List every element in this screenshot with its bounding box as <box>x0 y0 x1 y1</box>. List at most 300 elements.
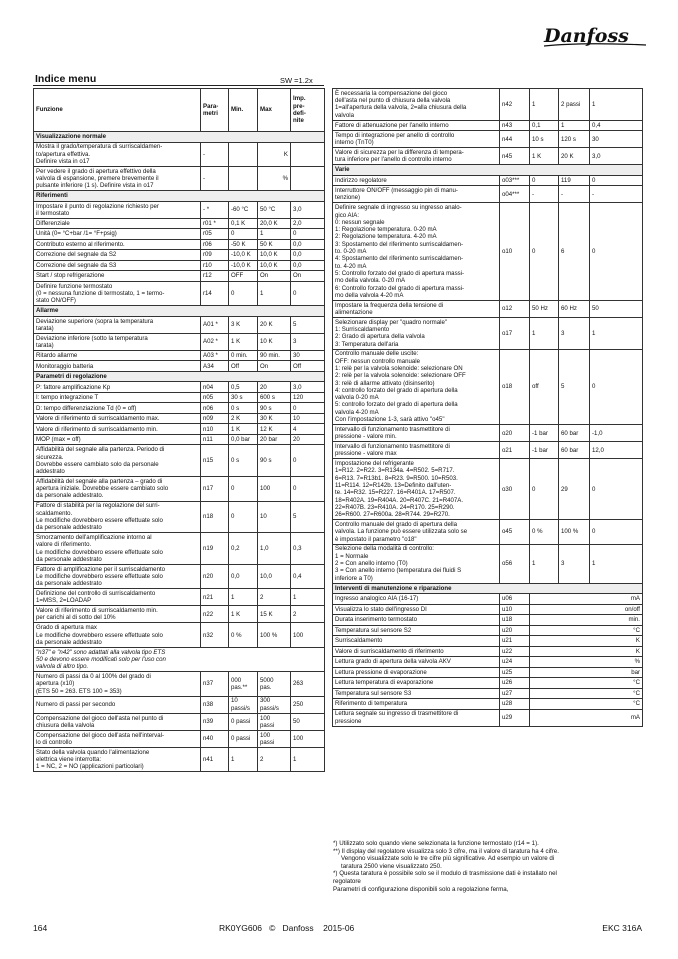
param-default: 100 <box>291 730 325 747</box>
param-default: 0 <box>291 477 325 501</box>
param-description: P: fattore amplificazione Kp <box>34 382 201 393</box>
readout-row <box>333 657 643 668</box>
param-code: n39 <box>201 713 229 730</box>
param-default: 20 <box>291 434 325 445</box>
table-note: "n37" e "n42" sono adattati alla valvola tipo ETS 50 e devono essere modificati solo per l'uso con valvola di altro tipo. <box>34 647 325 671</box>
param-default: 120 <box>291 392 325 403</box>
param-description: Differenziale <box>34 218 201 229</box>
param-description: Intervallo di funzionamento trasmettitore di pressione - valore min. <box>333 425 500 442</box>
param-description: Impostare la frequenza della tensione di alimentazione <box>333 300 500 317</box>
param-max: 30 K <box>258 413 291 424</box>
param-max: 20 bar <box>258 434 291 445</box>
param-description: Compensazione del gioco dell'asta nell'interval- lo di controllo <box>34 730 201 747</box>
param-max: 3 <box>559 544 590 583</box>
param-default: 0 <box>291 445 325 477</box>
col-header-default: Imp. pre- defi- nite <box>291 89 325 132</box>
param-description: Fattore di amplificazione per il surriscaldamento Le modifiche dovrebbero essere effettuate solo da personale addestrato <box>34 564 201 588</box>
param-max: 60 Hz <box>559 300 590 317</box>
param-description: Monitoraggio batteria <box>34 361 201 372</box>
table-row <box>34 413 325 424</box>
readout-code: u18 <box>500 615 530 626</box>
param-min: -60 °C <box>229 201 258 218</box>
table-row <box>333 459 643 520</box>
table-row <box>333 442 643 459</box>
param-description: Impostazione del refrigerante 1=R12. 2=R22. 3=R134a. 4=R502. 5=R717. 6=R13. 7=R13b1. 8=R23. 9=R500. 10=R503. 11=R114. 12=R142b. 13=Definito dall'uten- te. 14=R32. 15=R227. 16=R401A. 17=R507. 18=R402A. 19=R404A. 20=R407C. 21=R407A. 22=R407B. 23=R410A. 24=R170. 25=R290. 26=R600. 27=R600a. 28=R744. 29=R270. <box>333 459 500 520</box>
param-max: 100 % <box>258 623 291 647</box>
param-max: 100 % <box>559 520 590 544</box>
param-min: -1 bar <box>530 442 559 459</box>
table-row <box>34 239 325 250</box>
param-default: 0,4 <box>291 564 325 588</box>
param-code: o20 <box>500 425 530 442</box>
param-description: Grado di apertura max Le modifiche dovrebbero essere effettuate solo da personale addestrato <box>34 623 201 647</box>
param-description: Definire segnale di ingresso su ingresso analo- gico AIA: 0: nessun segnale 1: Regolazione temperatura. 0-20 mA 2: Regolazione temperatura. 4-20 mA 3: Spostamento del riferimento surriscaldamen- to. 0-20 mA 4: Spostamento del riferimento surriscaldamen- to. 4-20 mA 5: Controllo forzato del grado di apertura massi- mo della valvola. 0-20 mA 6: Controllo forzato del grado di apertura massi- mo della valvola 4-20 mA <box>333 203 500 300</box>
param-min: 0 s <box>229 403 258 414</box>
readout-row <box>333 636 643 647</box>
param-description: Valore di sicurezza per la differenza di tempera- tura inferiore per l'anello di controllo interno <box>333 148 500 165</box>
param-max: 10,0 <box>258 564 291 588</box>
param-max: 5 <box>559 349 590 425</box>
readout-description: Durata inserimento termostato <box>333 615 500 626</box>
param-default: 0 <box>590 349 643 425</box>
param-min: 0 <box>530 175 559 186</box>
param-default: 3,0 <box>291 201 325 218</box>
footnote-line: taratura 2500 viene visualizzato 250. <box>341 862 442 870</box>
param-code: n21 <box>201 589 229 606</box>
param-default: 30 <box>291 350 325 361</box>
param-description: Correzione del segnale da S3 <box>34 260 201 271</box>
readout-code: u24 <box>500 657 530 668</box>
table-row <box>34 260 325 271</box>
param-code: n37 <box>201 672 229 696</box>
param-code: o12 <box>500 300 530 317</box>
param-code: n04 <box>201 382 229 393</box>
param-default: 50 <box>291 713 325 730</box>
section-heading: Allarme <box>34 306 325 317</box>
param-code: A03 * <box>201 350 229 361</box>
doc-date: 2015-06 <box>323 923 355 933</box>
readout-row <box>333 667 643 678</box>
param-min: -50 K <box>229 239 258 250</box>
param-default: 0 <box>590 459 643 520</box>
param-code: n11 <box>201 434 229 445</box>
footnote-line: Vengono visualizzate solo le tre cifre più significative. Ad esempio un valore di <box>341 855 555 863</box>
param-description: Intervallo di funzionamento trasmettitore di pressione - valore max <box>333 442 500 459</box>
param-default: 50 <box>590 300 643 317</box>
param-max: 15 K <box>258 606 291 623</box>
param-description: Valore di riferimento di surriscaldamento min. per carichi al di sotto del 10% <box>34 606 201 623</box>
param-default: 30 <box>590 131 643 148</box>
param-default: 0 <box>590 520 643 544</box>
table-header-row <box>34 89 325 132</box>
param-description: Controllo manuale del grado di apertura della valvola. La funzione può essere utilizzata solo se è impostato il parametro "o18" <box>333 520 500 544</box>
col-header-min: Min. <box>229 89 258 132</box>
param-description: Interruttore ON/OFF (messaggio pin di manu- tenzione) <box>333 186 500 203</box>
table-row <box>333 317 643 349</box>
param-min: 2 K <box>229 413 258 424</box>
param-default: - <box>590 186 643 203</box>
param-max: 2 <box>258 747 291 771</box>
param-min: off <box>530 349 559 425</box>
param-code: o17 <box>500 317 530 349</box>
param-code: r12 <box>201 271 229 282</box>
param-default: Off <box>291 361 325 372</box>
param-description: Definizione del controllo di surriscaldamento 1=MSS, 2=LOADAP <box>34 589 201 606</box>
param-code: n41 <box>201 747 229 771</box>
param-max: 600 s <box>258 392 291 403</box>
param-default: 1 <box>590 544 643 583</box>
table-row <box>34 316 325 333</box>
param-code: n43 <box>500 120 530 131</box>
param-description: Correzione del segnale da S2 <box>34 250 201 261</box>
param-max: 50 K <box>258 239 291 250</box>
table-row <box>34 533 325 565</box>
param-code: n22 <box>201 606 229 623</box>
readout-row <box>333 594 643 605</box>
param-default: 12,0 <box>590 442 643 459</box>
param-min: 0 <box>530 459 559 520</box>
param-description: Selezionare display per "quadro normale" 1: Surriscaldamento 2: Grado di apertura della valvola 3: Temperatura dell'aria <box>333 317 500 349</box>
param-description: Fattore di stabilità per la regolazione del surri- scaldamento. Le modifiche dovrebbero essere effettuate solo da personale addestrato <box>34 501 201 533</box>
param-max: 2 passi <box>559 89 590 121</box>
danfoss-logo <box>542 22 650 50</box>
param-min: 0 % <box>530 520 559 544</box>
param-min: 0,2 <box>229 533 258 565</box>
param-min: 0 min. <box>229 350 258 361</box>
readout-row <box>333 688 643 699</box>
param-max: 20 K <box>258 316 291 333</box>
readout-unit: K <box>530 636 643 647</box>
param-description: Affidabilità del segnale alla partenza. Periodo di sicurezza. Dovrebbe essere cambiato solo da personale addestrato <box>34 445 201 477</box>
param-min: 0 s <box>229 445 258 477</box>
table-row <box>333 89 643 121</box>
table-row <box>34 250 325 261</box>
param-description: Mostra il grado/temperatura di surriscaldamen- to/apertura effettiva. Definire vista in o17 <box>34 142 201 166</box>
param-code: o10 <box>500 203 530 300</box>
param-description: Controllo manuale delle uscite: OFF: nessun controllo manuale 1: relè per la valvola solenoide: selezionare ON 2: relè per la valvola solenoide: selezionare OFF 3: relè di allarme attivato (disinserito) 4: controllo forzato del grado di apertura della valvola 0-20 mA 5: controllo forzato del grado di apertura della valvola 4-20 mA Con l'impostazione 1-3, sarà attivo "o45" <box>333 349 500 425</box>
param-code: n32 <box>201 623 229 647</box>
section-heading: Interventi di manutenzione e riparazione <box>333 583 643 594</box>
footnote-line: regolatore <box>333 877 361 885</box>
footnote-line: *) Utilizzato solo quando viene selezionata la funzione termostato (r14 = 1). <box>333 840 539 847</box>
param-max: 1 <box>258 281 291 305</box>
param-code: n19 <box>201 533 229 565</box>
param-code: A01 * <box>201 316 229 333</box>
copyright-mark: © <box>269 923 276 933</box>
param-default: 3 <box>291 333 325 350</box>
table-row <box>34 564 325 588</box>
param-code: o04*** <box>500 186 530 203</box>
param-description: Fattore di attenuazione per l'anello interno <box>333 120 500 131</box>
readout-code: u20 <box>500 625 530 636</box>
readout-unit: K <box>530 646 643 657</box>
param-code: r14 <box>201 281 229 305</box>
table-row <box>333 120 643 131</box>
param-code: - <box>201 166 229 190</box>
param-max: 100 <box>258 477 291 501</box>
param-description: D: tempo differenziazione Td (0 = off) <box>34 403 201 414</box>
param-max: 100 passi <box>258 730 291 747</box>
param-default <box>291 166 325 190</box>
param-min: 0,1 K <box>229 218 258 229</box>
readout-description: Visualizza lo stato dell'ingresso DI <box>333 604 500 615</box>
param-max: - <box>559 186 590 203</box>
table-row <box>34 350 325 361</box>
brand-logo-text: Danfoss <box>544 25 629 47</box>
param-code: n15 <box>201 445 229 477</box>
parameter-table-left <box>33 88 325 772</box>
section-heading: Visualizzazione normale <box>34 132 325 143</box>
param-max: On <box>258 271 291 282</box>
param-description: Valore di riferimento di surriscaldamento max. <box>34 413 201 424</box>
param-description: Unità (0= °C+bar /1= °F+psig) <box>34 229 201 240</box>
note-row <box>34 647 325 671</box>
param-default: 3,0 <box>291 382 325 393</box>
param-min: 0,0 bar <box>229 434 258 445</box>
table-row <box>34 696 325 713</box>
table-row <box>333 520 643 544</box>
param-max: 20 K <box>559 148 590 165</box>
table-row <box>333 186 643 203</box>
param-min: 0 <box>229 281 258 305</box>
param-max: On <box>258 361 291 372</box>
param-max: 1,0 <box>258 533 291 565</box>
param-max: 5000 pas. <box>258 672 291 696</box>
param-code: n40 <box>201 730 229 747</box>
param-code: A34 <box>201 361 229 372</box>
footnote-line: Parametri di configurazione disponibili solo a regolazione ferma, <box>333 885 509 893</box>
param-default <box>291 142 325 166</box>
table-row <box>34 392 325 403</box>
param-max: 3 <box>559 317 590 349</box>
param-description: Impostare il punto di regolazione richiesto per il termostato <box>34 201 201 218</box>
param-description: Valore di riferimento di surriscaldamento min. <box>34 424 201 435</box>
table-row <box>34 361 325 372</box>
param-min: -1 bar <box>530 425 559 442</box>
table-row <box>333 175 643 186</box>
param-code: o45 <box>500 520 530 544</box>
param-max: 10 <box>258 501 291 533</box>
param-min: 1 K <box>229 606 258 623</box>
param-default: 1 <box>590 317 643 349</box>
table-row <box>34 445 325 477</box>
param-min: 1 <box>530 317 559 349</box>
param-min: 50 Hz <box>530 300 559 317</box>
param-default: 0,4 <box>590 120 643 131</box>
readout-description: Lettura segnale su ingresso di trasmettitore di pressione <box>333 709 500 726</box>
param-default: 0,0 <box>291 239 325 250</box>
col-header-param: Para- metri <box>201 89 229 132</box>
readout-code: u06 <box>500 594 530 605</box>
param-max: 300 passi/s <box>258 696 291 713</box>
software-version: SW =1.2x <box>280 76 313 85</box>
readout-unit: mA <box>530 709 643 726</box>
section-row <box>34 306 325 317</box>
param-code: n06 <box>201 403 229 414</box>
readout-unit: on/off <box>530 604 643 615</box>
param-max: 50 °C <box>258 201 291 218</box>
section-row <box>34 191 325 202</box>
param-max: 119 <box>559 175 590 186</box>
doc-code: RK0YG606 <box>219 923 262 933</box>
param-code: o21 <box>500 442 530 459</box>
section-row <box>34 371 325 382</box>
param-max: 90 s <box>258 403 291 414</box>
param-default: 263 <box>291 672 325 696</box>
readout-code: u10 <box>500 604 530 615</box>
param-default: 5 <box>291 501 325 533</box>
table-row <box>333 349 643 425</box>
col-header-function: Funzione <box>34 89 201 132</box>
param-max: 20,0 K <box>258 218 291 229</box>
param-min: 1 <box>229 747 258 771</box>
table-row <box>34 403 325 414</box>
param-default: 2,0 <box>291 218 325 229</box>
param-default: 5 <box>291 316 325 333</box>
table-row <box>34 730 325 747</box>
readout-row <box>333 625 643 636</box>
readout-row <box>333 646 643 657</box>
param-min: 0 <box>229 229 258 240</box>
table-row <box>333 148 643 165</box>
param-description: Ritardo allarme <box>34 350 201 361</box>
param-description: È necessaria la compensazione del gioco dell'asta nel punto di chiusura della valvola 1=all'apertura della valvola, 2=alla chiusura della valvola <box>333 89 500 121</box>
table-row <box>34 434 325 445</box>
param-max: 10 K <box>258 333 291 350</box>
readout-row <box>333 615 643 626</box>
param-min: 10 s <box>530 131 559 148</box>
param-code: n44 <box>500 131 530 148</box>
param-min: 1 K <box>229 333 258 350</box>
param-description: Deviazione superiore (sopra la temperatura tarata) <box>34 316 201 333</box>
page-title: Indice menu <box>35 73 97 85</box>
param-max: 10,0 K <box>258 260 291 271</box>
readout-description: Ingresso analogico AIA (16-17) <box>333 594 500 605</box>
param-min: 0 <box>229 477 258 501</box>
section-row <box>34 132 325 143</box>
param-min <box>229 142 258 166</box>
parameter-table-right <box>332 88 643 727</box>
param-code: n42 <box>500 89 530 121</box>
param-code: n20 <box>201 564 229 588</box>
param-description: MOP (max = off) <box>34 434 201 445</box>
param-default: 3,0 <box>590 148 643 165</box>
param-description: Per vedere il grado di apertura effettivo della valvola di espansione, premere brevemente il pulsante inferiore (1 s). Definire vista in o17 <box>34 166 201 190</box>
readout-row <box>333 678 643 689</box>
param-description: Stato della valvola quando l'alimentazione elettrica viene interrotta: 1 = NC, 2 = NO (applicazioni particolari) <box>34 747 201 771</box>
table-row <box>333 131 643 148</box>
param-code: n45 <box>500 148 530 165</box>
table-row <box>34 166 325 190</box>
param-min: 1 <box>530 89 559 121</box>
readout-unit: °C <box>530 699 643 710</box>
param-min: 1 K <box>530 148 559 165</box>
param-code: r10 <box>201 260 229 271</box>
param-default: 2 <box>291 606 325 623</box>
param-description: Numero di passi per secondo <box>34 696 201 713</box>
param-default: On <box>291 271 325 282</box>
readout-code: u22 <box>500 646 530 657</box>
readout-description: Valore di surriscaldamento di riferimento <box>333 646 500 657</box>
param-default: 100 <box>291 623 325 647</box>
param-max: 2 <box>258 589 291 606</box>
param-min: OFF <box>229 271 258 282</box>
param-description: Definire funzione termostato (0 = nessuna funzione di termostato, 1 = termo- stato ON/OFF) <box>34 281 201 305</box>
readout-description: Lettura pressione di evaporazione <box>333 667 500 678</box>
table-row <box>34 424 325 435</box>
param-default: 0 <box>590 175 643 186</box>
readout-unit: % <box>530 657 643 668</box>
company-name: Danfoss <box>282 923 314 933</box>
section-heading: Riferimenti <box>34 191 325 202</box>
table-row <box>34 713 325 730</box>
param-description: Affidabilità del segnale alla partenza – grado di apertura iniziale. Dovrebbe essere cambiato solo da personale addestrato. <box>34 477 201 501</box>
param-min: 3 K <box>229 316 258 333</box>
param-code: n09 <box>201 413 229 424</box>
readout-description: Temperatura sul sensore S3 <box>333 688 500 699</box>
param-code: n17 <box>201 477 229 501</box>
param-code: n38 <box>201 696 229 713</box>
param-max: 1 <box>258 229 291 240</box>
readout-description: Lettura grado di apertura della valvola AKV <box>333 657 500 668</box>
param-max: % <box>258 166 291 190</box>
param-default: 4 <box>291 424 325 435</box>
readout-description: Surriscaldamento <box>333 636 500 647</box>
footnote-line: **) Il display del regolatore visualizza solo 3 cifre, ma il valore di taratura ha 4 cifre. <box>333 847 559 855</box>
param-code: r05 <box>201 229 229 240</box>
param-min: 10 passi/s <box>229 696 258 713</box>
section-heading: Varie <box>333 165 643 176</box>
param-default: 0,3 <box>291 533 325 565</box>
param-min: 30 s <box>229 392 258 403</box>
param-default: 1 <box>291 747 325 771</box>
param-max: 1 <box>559 120 590 131</box>
table-row <box>34 382 325 393</box>
param-min <box>229 166 258 190</box>
param-code: o03*** <box>500 175 530 186</box>
table-row <box>333 300 643 317</box>
param-max: 60 bar <box>559 425 590 442</box>
readout-unit: °C <box>530 678 643 689</box>
readout-row <box>333 709 643 726</box>
param-default: 0 <box>590 203 643 300</box>
param-default: 1 <box>590 89 643 121</box>
readout-unit: mA <box>530 594 643 605</box>
table-row <box>34 229 325 240</box>
table-row <box>34 589 325 606</box>
param-min: 1 <box>229 589 258 606</box>
section-row <box>333 165 643 176</box>
param-code: o18 <box>500 349 530 425</box>
table-row <box>333 203 643 300</box>
param-description: Numero di passi da 0 al 100% del grado di apertura (x10) (ETS 50 = 263. ETS 100 = 353) <box>34 672 201 696</box>
param-code: r06 <box>201 239 229 250</box>
readout-unit: °C <box>530 625 643 636</box>
table-row <box>34 623 325 647</box>
param-description: Smorzamento dell'amplificazione intorno al valore di riferimento. Le modifiche dovrebbero essere effettuate solo da personale addestrato <box>34 533 201 565</box>
param-max: 6 <box>559 203 590 300</box>
readout-code: u26 <box>500 678 530 689</box>
param-code: A02 * <box>201 333 229 350</box>
param-description: Indirizzo regolatore <box>333 175 500 186</box>
page-number: 164 <box>33 923 48 933</box>
section-heading: Parametri di regolazione <box>34 371 325 382</box>
param-min: 0,1 <box>530 120 559 131</box>
table-row <box>34 501 325 533</box>
param-code: n18 <box>201 501 229 533</box>
readout-code: u25 <box>500 667 530 678</box>
param-min: 0 <box>530 203 559 300</box>
